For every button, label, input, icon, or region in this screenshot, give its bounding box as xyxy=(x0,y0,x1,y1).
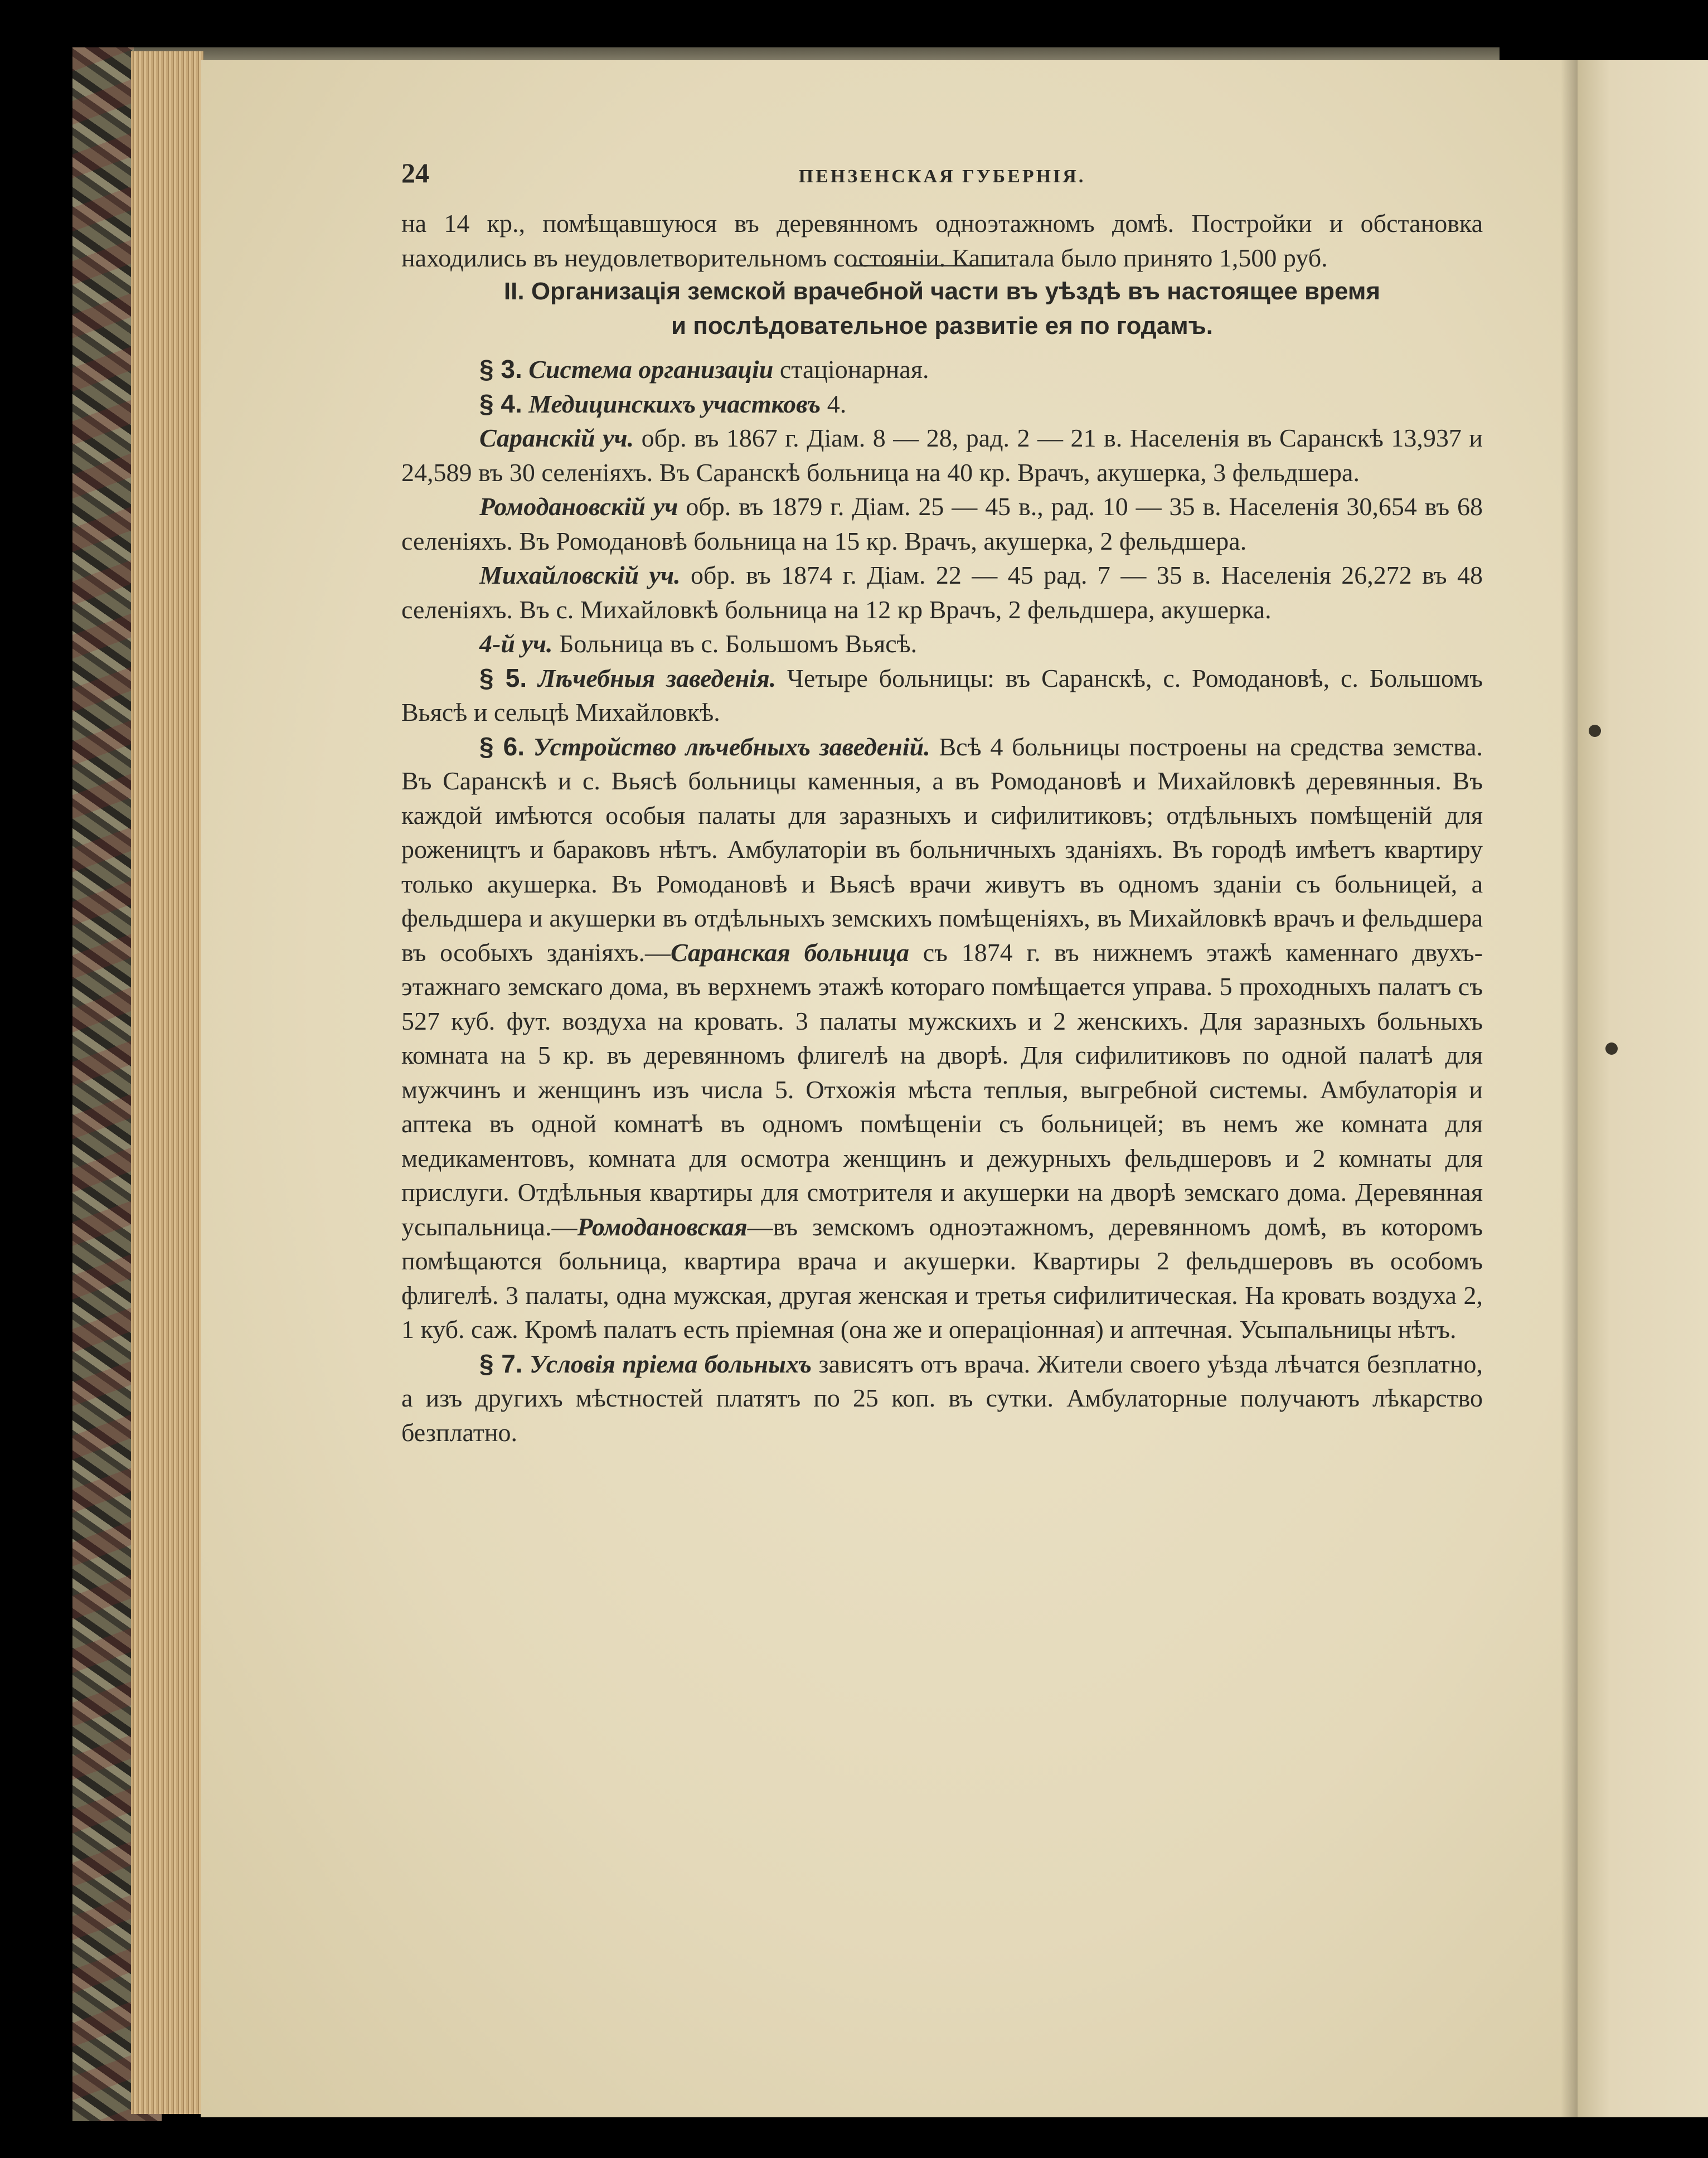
section-number: § 5. xyxy=(479,663,527,692)
section-heading xyxy=(401,274,1483,343)
paragraph-intro xyxy=(401,206,1483,275)
text: Всѣ 4 больницы построены на средства земства. Въ Саранскѣ и с. Вьясѣ больницы каменныя, а въ Ромодановѣ и Михайловкѣ деревянныя. Въ каждой имѣются особыя палаты для заразныхъ и сифилитиковъ; отдѣльныхъ помѣщеній для рожеництъ и бараковъ нѣтъ. Амбулаторіи въ больничныхъ зданіяхъ. Въ городѣ имѣетъ квартиру только акушерка. Въ Ромодановѣ и Вьясѣ врачи живутъ въ одномъ зданіи съ больницей, а фельдшера и акушерки въ отдѣльныхъ земскихъ помѣщеніяхъ, въ Михайловкѣ врачъ и фельдшера въ особыхъ зданіяхъ.— xyxy=(401,732,1483,967)
text: Четыре больницы: въ Саранскѣ, с. Ромодановѣ, с. Большомъ Вьясѣ и сельцѣ Михайловкѣ. xyxy=(401,663,1483,726)
section-title: Условія пріема больныхъ xyxy=(529,1349,812,1378)
district-title: Михайловскій уч. xyxy=(479,561,681,589)
text: обр. въ 1874 г. Діам. 22 — 45 рад. 7 — 35 в. Населенія 26,272 въ 48 селеніяхъ. Въ с. Михайловкѣ больница на 12 кр Врачъ, 2 фельдшера, акушерка. xyxy=(401,561,1483,624)
section-number: § 4. xyxy=(479,389,522,418)
inline-title: Саранская больница xyxy=(670,938,910,967)
section-title: Медицинскихъ участковъ xyxy=(528,389,821,418)
text: съ 1874 г. въ нижнемъ этажѣ каменнаго двухъ-этажнаго земскаго дома, въ верхнемъ этажѣ котораго помѣщается управа. 5 проходныхъ палатъ съ 527 куб. фут. воздуха на кровать. 3 палаты мужскихъ и 2 женскихъ. Для заразныхъ больныхъ комната на 5 кр. въ деревянномъ флигелѣ на дворѣ. Для сифилитиковъ по одной палатѣ для мужчинъ и женщинъ изъ числа 5. Отхожія мѣста теплыя, выгребной системы. Амбулаторія и аптека въ одной комнатѣ въ одномъ помѣщеніи съ больницей; въ немъ же комната для медикаментовъ, комната для осмотра женщинъ и дежурныхъ фельдшеровъ и 2 комнаты для прислуги. Отдѣльныя квартиры для смотрителя и акушерки на дворѣ земскаго дома. Деревянная усыпальница.— xyxy=(401,938,1483,1241)
section-title: Устройство лѣчебныхъ заведеній. xyxy=(533,732,930,761)
pin-mark xyxy=(1605,1042,1618,1055)
text: на 14 кр., помѣщавшуюся въ деревянномъ одноэтажномъ домѣ. Постройки и обстановка находились въ неудовлетворительномъ состояніи. Капитала было принято 1,500 руб. xyxy=(401,209,1483,272)
paragraph-uchastok-2 xyxy=(401,489,1483,558)
text: 4. xyxy=(821,389,847,418)
text: обр. въ 1879 г. Діам. 25 — 45 в., рад. 10 — 35 в. Населенія 30,654 въ 68 селеніяхъ. Въ Ромодановѣ больница на 15 кр. Врачъ, акушерка, 2 фельдшера. xyxy=(401,492,1483,555)
paragraph-s3 xyxy=(401,352,1483,387)
text: обр. въ 1867 г. Діам. 8 — 28, рад. 2 — 21 в. Населенія въ Саранскѣ 13,937 и 24,589 въ 30 селеніяхъ. Въ Саранскѣ больница на 40 кр. Врачъ, акушерка, 3 фельдшера. xyxy=(401,424,1483,487)
heading-line: и послѣдовательное развитіе ея по годамъ. xyxy=(671,312,1214,340)
section-number: § 3. xyxy=(479,355,522,384)
section-title: Лѣчебныя заведенія. xyxy=(538,663,777,692)
page-header xyxy=(401,151,1483,206)
district-title: Ромодановскій уч xyxy=(479,492,678,521)
text: —въ земскомъ одноэтажномъ, деревянномъ домѣ, въ которомъ помѣщаются больница, квартира врача и акушерки. Квартиры 2 фельдшеровъ въ особомъ флигелѣ. 3 палаты, одна мужская, другая женская и третья сифилитическая. На кровать воздуха 2, 1 куб. саж. Кромѣ палатъ есть пріемная (она же и операціонная) и аптечная. Усыпальницы нѣтъ. xyxy=(401,1212,1483,1344)
pin-mark xyxy=(1589,725,1601,737)
paragraph-s4 xyxy=(401,387,1483,421)
paragraph-s5 xyxy=(401,661,1483,730)
paragraph-s6 xyxy=(401,730,1483,1347)
paragraph-uchastok-1 xyxy=(401,421,1483,489)
section-number: § 7. xyxy=(479,1349,523,1378)
inline-title: Ромодановская xyxy=(577,1212,748,1241)
paragraph-s7 xyxy=(401,1347,1483,1450)
paragraph-uchastok-3 xyxy=(401,558,1483,627)
text: стаціонарная. xyxy=(773,355,929,384)
facing-page-edge xyxy=(1578,60,1708,2117)
page-number: 24 xyxy=(401,157,429,188)
district-title: 4-й уч. xyxy=(479,629,553,658)
page-text xyxy=(401,151,1483,1449)
text: Больница въ с. Большомъ Вьясѣ. xyxy=(552,629,918,658)
page-edges xyxy=(131,51,203,2114)
text: зависятъ отъ врача. Жители своего уѣзда лѣчатся безплатно, а изъ другихъ мѣстностей платятъ по 25 коп. въ сутки. Амбулаторные получаютъ лѣкарство безплатно. xyxy=(401,1349,1483,1447)
section-title: Система организаціи xyxy=(528,355,774,384)
district-title: Саранскій уч. xyxy=(479,424,634,452)
heading-line: II. Организація земской врачебной части въ уѣздѣ въ настоящее время xyxy=(503,278,1381,305)
paragraph-uchastok-4 xyxy=(401,627,1483,661)
section-number: § 6. xyxy=(479,731,525,761)
running-head: ПЕНЗЕНСКАЯ ГУБЕРНІЯ. xyxy=(798,166,1086,187)
